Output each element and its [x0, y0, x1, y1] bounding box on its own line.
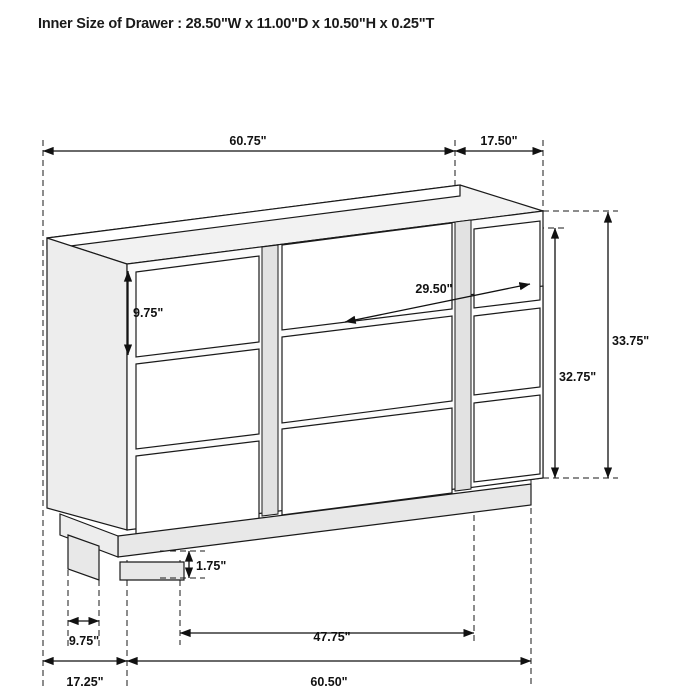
cabinet-left-side: [47, 238, 127, 530]
dim-foot-depth: [68, 621, 99, 648]
dim-top-left-label: 60.75": [229, 134, 267, 148]
dim-top: [43, 134, 543, 151]
dresser-illustration: [47, 185, 543, 580]
dim-drawer-height-label: 9.75": [133, 306, 164, 320]
dim-base-overall: [127, 661, 531, 689]
dim-top-right-label: 17.50": [480, 134, 518, 148]
dim-base-overall-label: 60.50": [310, 675, 348, 689]
dim-right-outer-label: 33.75": [612, 334, 650, 348]
door-panel-bottom: [474, 395, 540, 482]
door-panel-mid: [474, 308, 540, 395]
dim-foot-depth-label: 9.75": [68, 634, 100, 648]
dim-base-inner: [180, 630, 474, 644]
dim-foot-offset-label: 17.25": [66, 675, 104, 689]
drawer-r2c1: [136, 349, 259, 449]
dim-foot-offset: [43, 661, 127, 689]
dim-drawer-width-label: 29.50": [415, 282, 453, 296]
drawer-divider-col1: [262, 245, 278, 516]
door-panel-top: [474, 221, 540, 308]
drawer-divider-col2: [455, 220, 471, 491]
page-title: Inner Size of Drawer : 28.50"W x 11.00"D x 10.50"H x 0.25"T: [38, 16, 435, 32]
dim-base-clearance-label: 1.75": [196, 559, 227, 573]
dim-right-inner-label: 32.75": [559, 370, 597, 384]
dim-right-heights: [555, 212, 649, 478]
foot-right: [120, 562, 184, 580]
dim-base-inner-label: 47.75": [313, 630, 351, 644]
